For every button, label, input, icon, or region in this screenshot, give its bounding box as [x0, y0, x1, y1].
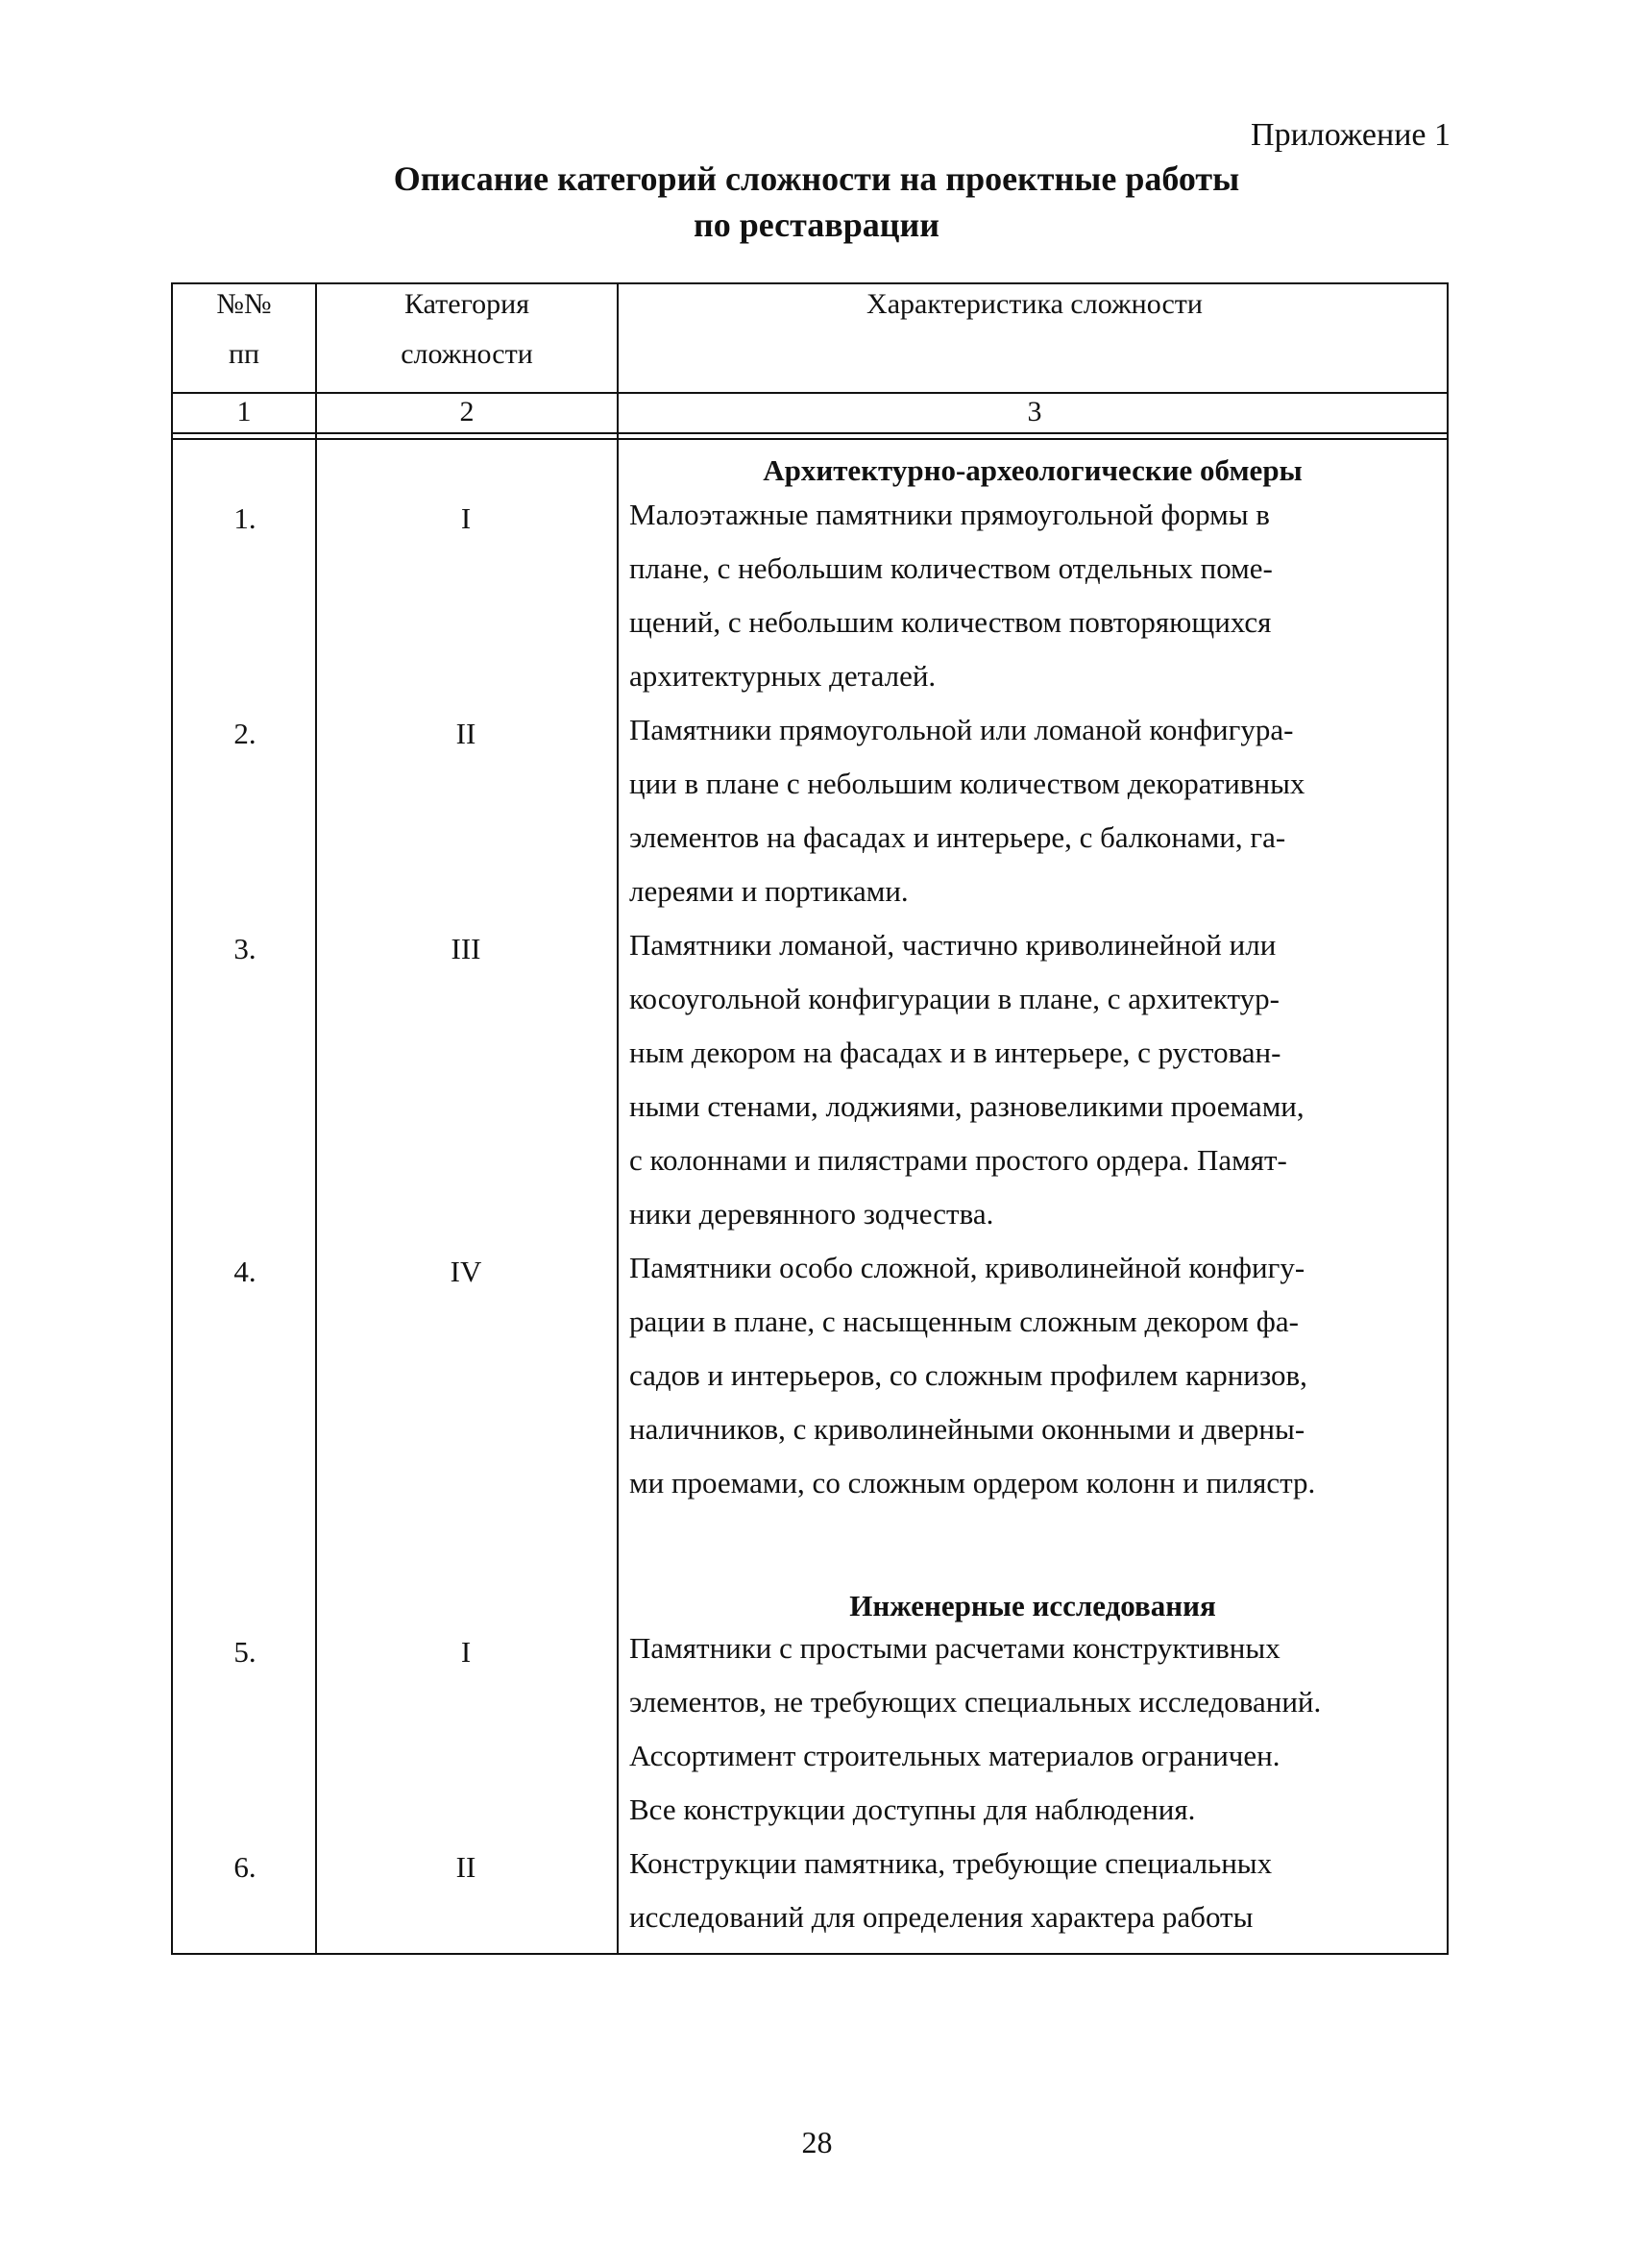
row-category: I [460, 501, 472, 535]
text-line: рации в плане, с насыщенным сложным декором фа- [629, 1305, 1299, 1338]
complexity-table [171, 282, 1449, 1955]
row-characteristic [629, 488, 1446, 703]
header-category-line1: Категория [404, 288, 529, 320]
table-divider [173, 392, 1447, 394]
table-divider [617, 284, 619, 1953]
text-line: элементов, не требующих специальных исследований. [629, 1685, 1322, 1719]
title-line-1: Описание категорий сложности на проектные работы [393, 159, 1240, 198]
table-divider [173, 438, 1447, 440]
row-category: II [455, 1850, 476, 1884]
title-line-2: по реставрации [694, 206, 939, 244]
header-category-line2: сложности [401, 338, 533, 370]
text-line: ным декором на фасадах и в интерьере, с рустован- [629, 1036, 1281, 1069]
row-category: IV [450, 1255, 482, 1288]
row-characteristic [629, 1241, 1446, 1510]
row-number: 6. [233, 1850, 256, 1884]
text-line: ции в плане с небольшим количеством декоративных [629, 767, 1305, 800]
header-number-line1: №№ [216, 288, 272, 320]
text-line: архитектурных деталей. [629, 659, 937, 693]
text-line: Малоэтажные памятники прямоугольной формы в [629, 498, 1270, 531]
text-line: ники деревянного зодчества. [629, 1197, 994, 1231]
row-characteristic [629, 1837, 1446, 1944]
text-line: щений, с небольшим количеством повторяющихся [629, 605, 1272, 639]
appendix-label: Приложение 1 [1251, 117, 1451, 153]
text-line: с колоннами и пилястрами простого ордера. Памят- [629, 1143, 1287, 1177]
row-number: 4. [233, 1255, 256, 1288]
text-line: Памятники ломаной, частично криволинейной или [629, 928, 1277, 962]
row-characteristic [629, 1622, 1446, 1837]
text-line: исследований для определения характера работы [629, 1900, 1254, 1934]
text-line: косоугольной конфигурации в плане, с архитектур- [629, 982, 1280, 1015]
column-number-1: 1 [236, 396, 252, 427]
header-number [173, 288, 315, 371]
column-number-3: 3 [1027, 396, 1042, 427]
text-line: Конструкции памятника, требующие специальных [629, 1846, 1273, 1880]
header-characteristic: Характеристика сложности [866, 288, 1203, 320]
section-heading: Архитектурно-археологические обмеры [763, 453, 1303, 487]
page-title [240, 156, 1393, 248]
text-line: элементов на фасадах и интерьере, с балконами, га- [629, 820, 1286, 854]
table-divider [173, 432, 1447, 434]
text-line: плане, с небольшим количеством отдельных поме- [629, 551, 1273, 585]
header-number-line2: пп [228, 338, 260, 370]
text-line: ми проемами, со сложным ордером колонн и пилястр. [629, 1466, 1316, 1500]
row-number: 2. [233, 717, 256, 750]
text-line: Памятники прямоугольной или ломаной конфигура- [629, 713, 1294, 746]
text-line: ными стенами, лоджиями, разновеликими проемами, [629, 1089, 1305, 1123]
text-line: садов и интерьеров, со сложным профилем карнизов, [629, 1358, 1307, 1392]
text-line: Памятники особо сложной, криволинейной конфигу- [629, 1251, 1305, 1284]
row-number: 5. [233, 1635, 256, 1669]
row-category: I [460, 1635, 472, 1669]
text-line: Памятники с простыми расчетами конструктивных [629, 1631, 1280, 1665]
text-line: Ассортимент строительных материалов ограничен. [629, 1739, 1280, 1772]
header-category [317, 288, 617, 371]
row-number: 1. [233, 501, 256, 535]
row-characteristic [629, 703, 1446, 918]
row-number: 3. [233, 932, 256, 965]
column-number-2: 2 [459, 396, 475, 427]
row-category: III [451, 932, 481, 965]
row-category: II [455, 717, 476, 750]
text-line: лереями и портиками. [629, 874, 909, 908]
row-characteristic [629, 918, 1446, 1241]
page-number: 28 [801, 2125, 833, 2159]
text-line: наличников, с криволинейными оконными и дверны- [629, 1412, 1305, 1446]
section-heading: Инженерные исследования [849, 1589, 1216, 1622]
text-line: Все конструкции доступны для наблюдения. [629, 1792, 1196, 1826]
